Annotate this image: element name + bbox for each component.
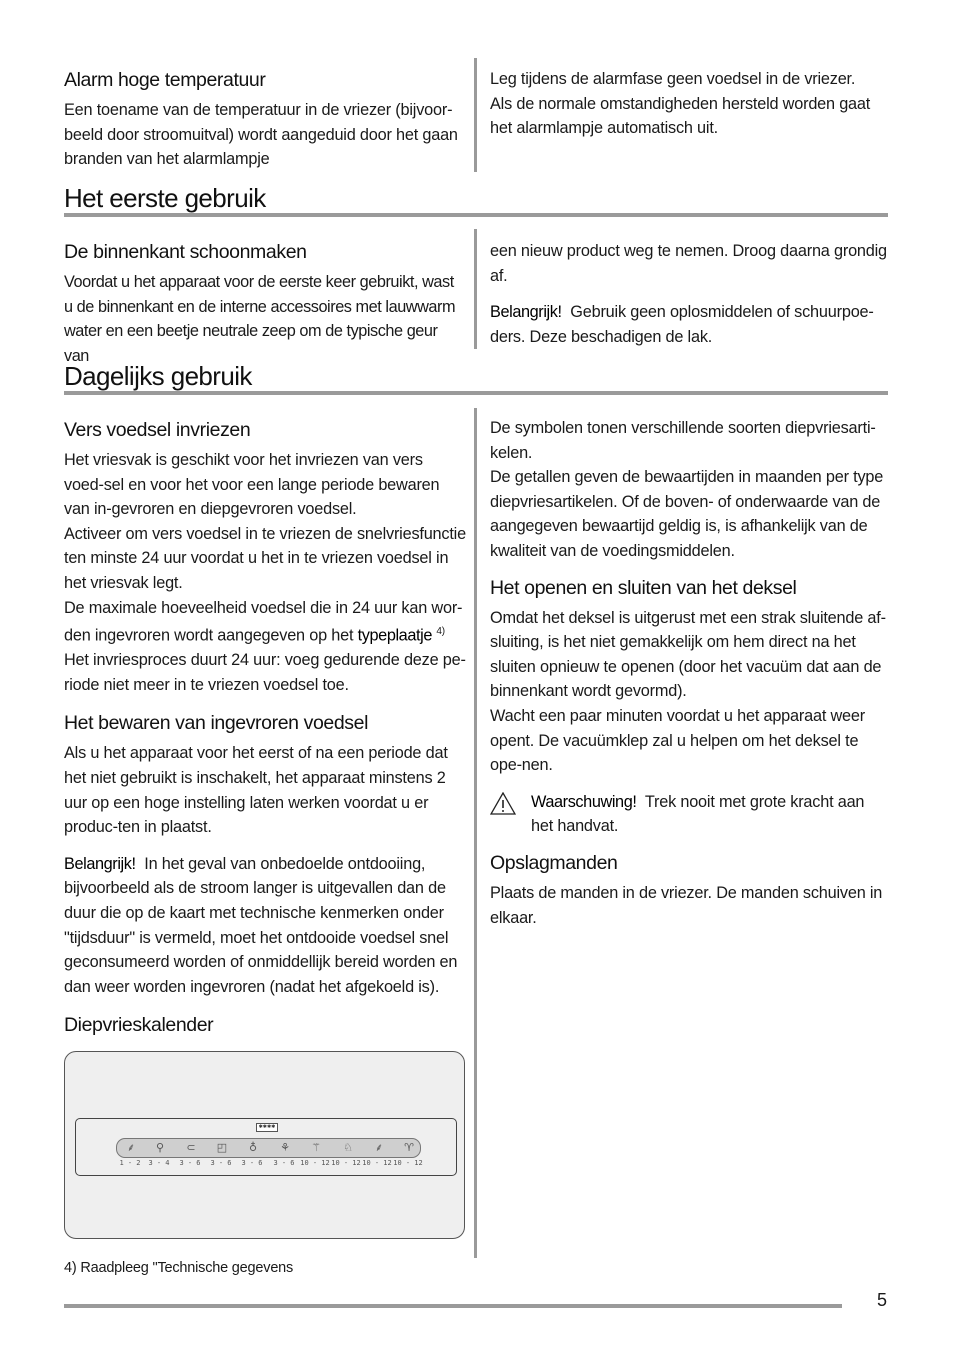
column-divider [474, 229, 477, 349]
fresh-food-text-1: Het vriesvak is geschikt voor het invriezen van vers voed-sel en voor het voor een lange periode bewaren van in-gevroren en diepgevroren voedsel. [64, 451, 440, 519]
storage-months-label: 10 - 12 [300, 1159, 330, 1167]
fresh-food-text-2: Activeer om vers voedsel in te vriezen de snelvriesfunctie ten minste 24 uur voordat u het in te vriezen voedsel in het vriesvak legt. [64, 524, 466, 592]
lid-text-1: Omdat het deksel is uitgerust met een strak sluitende af-sluiting, is het niet gemakkelijk om hem direct na het sluiten opnieuw te openen (door het vacuüm dat aan de binnenkant wordt gevormd). [490, 608, 886, 701]
star-rating-icon: ✱✱✱✱ [256, 1123, 278, 1132]
storage-text: Als u het apparaat voor het eerst of na een periode dat het niet gebruikt is inschakelt, het apparaat minstens 2 uur op een hoge instelling laten werken voordat u er produc-ten in plaatst. [64, 744, 448, 837]
storage-months-label: 3 - 4 [148, 1159, 170, 1167]
alarm-right-text-2: Als de normale omstandigheden hersteld worden gaat het alarmlampje automatisch uit. [490, 94, 871, 138]
cleaning-right-column [490, 239, 890, 349]
freezer-calendar-illustration [64, 1051, 465, 1239]
alarm-text: Een toename van de temperatuur in de vriezer (bijvoor-beeld door stroomuitval) wordt aangeduid door het gaan branden van het alarmlampje [64, 101, 458, 169]
alarm-left-column [64, 68, 466, 172]
page-number: 5 [877, 1290, 888, 1310]
symbols-text-2: De getallen geven de bewaartijden in maanden per type diepvriesartikelen. Of de boven- of onderwaarde van de aangegeven bewaartijd geldig is, is afhankelijk van de kwaliteit van de voedingsmiddelen. [490, 468, 884, 560]
cleaning-heading: De binnenkant schoonmaken [64, 241, 307, 263]
footnote: 4) Raadpleeg "Technische gegevens [64, 1260, 294, 1276]
column-divider [474, 408, 477, 1258]
symbols-text-1: De symbolen tonen verschillende soorten diepvriesarti-kelen. [490, 419, 876, 462]
section-rule [64, 213, 888, 217]
food-icons-bar [116, 1138, 421, 1158]
fish-icon: ⚲ [155, 1141, 165, 1154]
game-icon: ⚚ [311, 1141, 321, 1154]
important-text: Gebruik geen oplosmiddelen of schuurpoe-ders. Deze beschadigen de lak. [490, 303, 874, 346]
storage-months-label: 10 - 12 [331, 1159, 361, 1167]
alarm-heading: Alarm hoge temperatuur [64, 69, 266, 91]
section-title-dagelijks-gebruik: Dagelijks gebruik [64, 361, 252, 391]
cleaning-text: Voordat u het apparaat voor de eerste keer gebruikt, wast u de binnenkant en de interne accessoires met lauwwarm water en een beetje neutrale zeep om de typische geur van [64, 273, 456, 365]
daily-left-column [64, 418, 466, 1043]
cheese-icon: ◰ [216, 1141, 228, 1154]
fruit-icon: ♈ [404, 1141, 414, 1154]
lid-text-2: Wacht een paar minuten voordat u het apparaat weer opent. De vacuümklep zal u helpen om het deksel te ope-nen. [490, 706, 865, 775]
vegetable-icon: ⸙ [374, 1141, 384, 1154]
poultry-icon: ⚘ [280, 1141, 290, 1154]
warning-text: Waarschuwing! Trek nooit met grote kracht aan het handvat. [531, 792, 865, 836]
important-label: Belangrijk! [64, 854, 136, 873]
cleaning-important [490, 300, 890, 349]
storage-months-label: 3 - 6 [273, 1159, 295, 1167]
footer-rule [64, 1304, 842, 1308]
calendar-strip [75, 1118, 457, 1176]
storage-months-label: 10 - 12 [393, 1159, 423, 1167]
alarm-right-text-1: Leg tijdens de alarmfase geen voedsel in de vriezer. [490, 70, 856, 88]
warning-block [490, 790, 890, 839]
fresh-food-heading: Vers voedsel invriezen [64, 419, 251, 441]
baskets-text: Plaats de manden in de vriezer. De manden schuiven in elkaar. [490, 883, 883, 927]
storage-months-label: 10 - 12 [362, 1159, 392, 1167]
section-title-eerste-gebruik: Het eerste gebruik [64, 183, 266, 213]
fresh-food-text-3: De maximale hoeveelheid voedsel die in 24 uur kan wor-den ingevroren wordt aangegeven op het typeplaatje $^{4)}$ [64, 598, 463, 645]
bread-icon: ♁ [248, 1141, 258, 1154]
section-rule [64, 391, 888, 395]
carrot-icon: ⸙ [126, 1141, 136, 1154]
chicken-icon: ♘ [343, 1141, 353, 1154]
storage-months-label: 3 - 6 [241, 1159, 263, 1167]
daily-right-column [490, 416, 890, 930]
footnote-reference: 4) [436, 626, 445, 638]
warning-triangle-icon [490, 792, 516, 815]
important-label: Belangrijk! [490, 303, 562, 322]
alarm-right-column [490, 67, 890, 141]
storage-months-label: 1 - 2 [119, 1159, 141, 1167]
cleaning-left-column [64, 240, 466, 368]
typeplaatje-term: typeplaatje [357, 626, 432, 645]
storage-important [64, 852, 466, 1000]
column-divider [474, 58, 477, 172]
freezer-calendar-heading: Diepvrieskalender [64, 1014, 214, 1037]
lid-heading: Het openen en sluiten van het deksel [490, 576, 797, 599]
important-text: In het geval van onbedoelde ontdooiing, bijvoorbeeld als de stroom langer is uitgevallen dan de duur die op de kaart met technische kenmerken onder "tijdsduur" is vermeld, moet het ontdooide voedsel snel geconsumeerd worden of onmiddellijk bereid worden en dan weer worden ingevroren (nadat het afgekoeld is). [64, 854, 458, 996]
sausage-icon: ⊂ [186, 1141, 196, 1154]
storage-months-label: 3 - 6 [210, 1159, 232, 1167]
fresh-food-text-4: Het invriesproces duurt 24 uur: voeg gedurende deze pe-riode niet meer in te vriezen voedsel toe. [64, 651, 466, 694]
baskets-heading: Opslagmanden [490, 851, 618, 874]
warning-label: Waarschuwing! [531, 792, 637, 811]
cleaning-right-text: een nieuw product weg te nemen. Droog daarna grondig af. [490, 242, 887, 285]
storage-months-label: 3 - 6 [179, 1159, 201, 1167]
storage-heading: Het bewaren van ingevroren voedsel [64, 712, 369, 735]
